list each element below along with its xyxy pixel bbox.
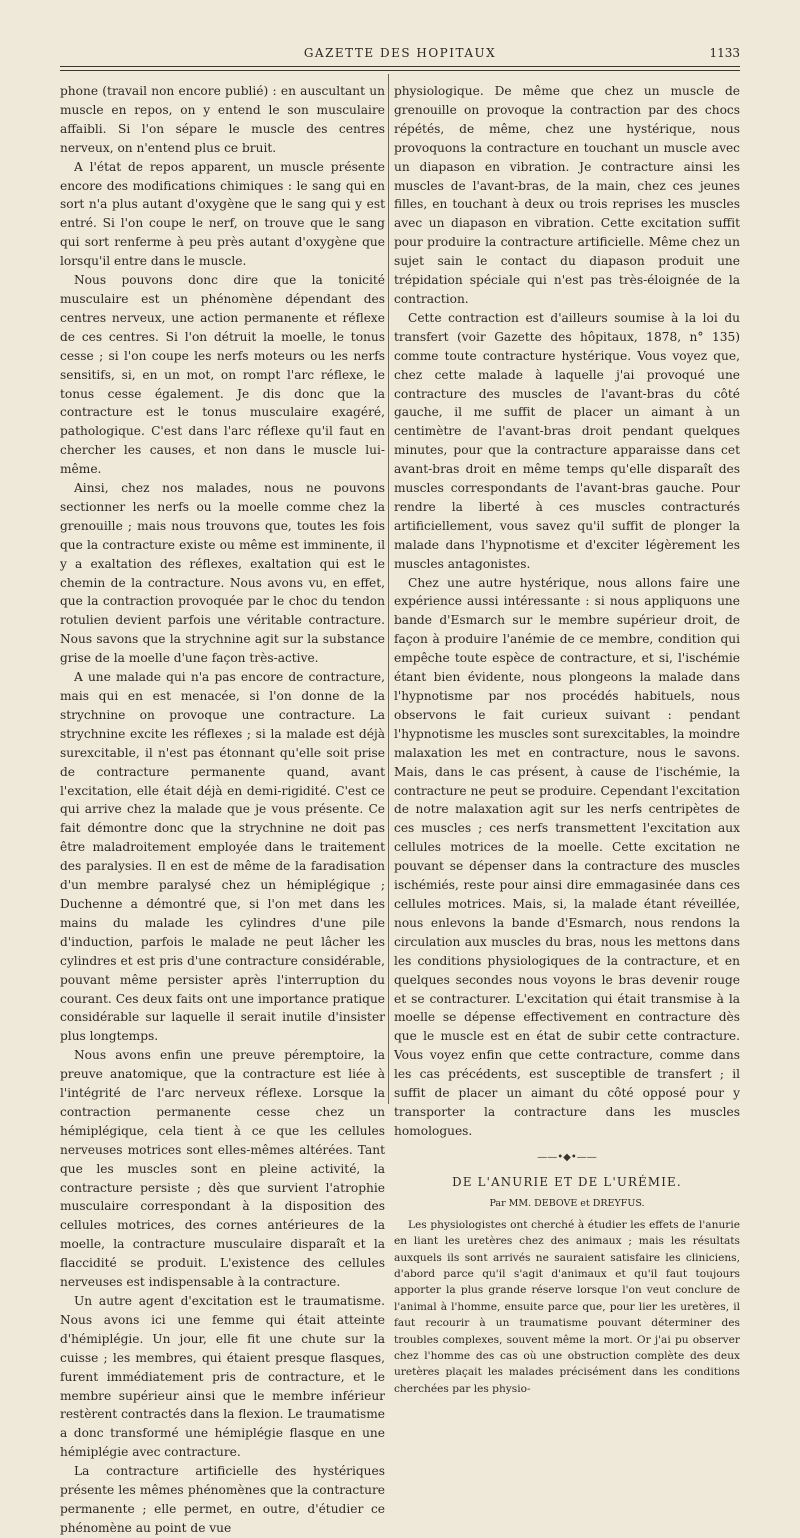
paragraph: Chez une autre hystérique, nous allons faire une expérience aussi intéressante : si nous appliquons une bande d'Esmarch sur le membre supérieur droit, de façon à produire l'anémie de ce membre, condition qui empêche toute espèce de contracture, et si, l'ischémie étant bien évidente, nous plongeons la malade dans l'hypnotisme par nos procédés habituels, nous observons le fait curieux suivant : pendant l'hypnotisme les muscles sont surexcitables, la moindre malaxation les met en contracture, nous le savons. Mais, dans le cas présent, à cause de l'ischémie, la contracture ne peut se produire. Cependant l'excitation de notre malaxation agit sur les nerfs centripètes de ces muscles ; ces nerfs transmettent l'excitation aux cellules motrices de la moelle. Cette excitation ne pouvant se dépenser dans la contracture des muscles ischémiés, reste pour ainsi dire emmagasinée dans ces cellules motrices. Mais, si, la malade étant réveillée, nous enlevons la bande d'Esmarch, nous rendons la circulation aux muscles du bras, nous les mettons dans les conditions physiologiques de la contracture, et en quelques secondes nous voyons le bras devenir rouge et se contracturer. L'excitation qui était transmise à la moelle se dépense effectivement en contracture dès que le muscle est en état de subir cette contracture. Vous voyez enfin que cette contracture, comme dans les cas précédents, est susceptible de transfert ; il suffit de placer un aimant du côté opposé pour y transporter la contracture dans les muscles homologues. — [394, 575, 740, 1138]
paragraph: Ainsi, chez nos malades, nous ne pouvons sectionner les nerfs ou la moelle comme chez la grenouille ; mais nous trouvons que, toutes les fois que la contracture existe ou même est imminente, il y a exaltation des réflexes, exaltation qui est le chemin de la contracture. Nous avons vu, en effet, que la contraction provoquée par le choc du tendon rotulien devient parfois une véritable contracture. Nous savons que la strychnine agit sur la substance grise de la moelle d'une façon très-active. — [60, 481, 385, 666]
running-header — [60, 46, 740, 64]
paragraph: physiologique. De même que chez un muscle de grenouille on provoque la contraction par des chocs répétés, de même, chez une hystérique, nous provoquons la contracture en touchant un muscle avec un diapason en vibration. Je contracture ainsi les muscles de l'avant-bras, de la main, chez ces jeunes filles, en touchant à deux ou trois reprises les muscles avec un diapason en vibration. Cette excitation suffit pour produire la contracture artificielle. Même chez un sujet sain le contact du diapason produit une trépidation spéciale qui n'est pas très-éloignée de la contraction. — [394, 84, 740, 306]
paragraph: La contracture artificielle des hystériques présente les mêmes phénomènes que la contracture permanente ; elle permet, en outre, d'étudier ce phénomène au point de vue — [60, 1464, 385, 1535]
paragraph: A une malade qui n'a pas encore de contracture, mais qui en est menacée, si l'on donne de la strychnine on provoque une contracture. La strychnine excite les réflexes ; si la malade est déjà surexcitable, il n'est pas étonnant qu'elle soit prise de contracture permanente quand, avant l'excitation, elle était déjà en demi-rigidité. C'est ce qui arrive chez la malade que je vous présente. Ce fait démontre donc que la strychnine ne doit pas être maladroitement employée dans le traitement des paralysies. Il en est de même de la faradisation d'un membre paralysé chez un hémiplégique ; Duchenne a démontré que, si l'on met dans les mains du malade les cylindres d'une pile d'induction, parfois le malade ne peut lâcher les cylindres et est pris d'une contracture considérable, pouvant même persister après l'interruption du courant. Ces deux faits ont une importance pratique considérable sur laquelle il serait inutile d'insister plus longtemps. — [60, 670, 385, 1044]
left-column — [60, 82, 385, 1538]
paragraph: Nous pouvons donc dire que la tonicité musculaire est un phénomène dépendant des centres nerveux, une action permanente et réflexe de ces centres. Si l'on détruit la moelle, le tonus cesse ; si l'on coupe les nerfs moteurs ou les nerfs sensitifs, si, en un mot, on rompt l'arc réflexe, le tonus cesse également. Je dis donc que la contracture est le tonus musculaire exagéré, pathologique. C'est dans l'arc réflexe qu'il faut en chercher les causes, et non dans le muscle lui-même. — [60, 273, 385, 477]
section-divider: ——•◆•—— — [537, 1151, 597, 1163]
article-byline: Par MM. DEBOVE et DREYFUS. — [489, 1197, 645, 1209]
paragraph: Nous avons enfin une preuve péremptoire, la preuve anatomique, que la contracture est liée à l'intégrité de l'arc nerveux réflexe. Lorsque la contraction permanente cesse chez un hémiplégique, cela tient à ce que les cellules nerveuses motrices sont elles-mêmes altérées. Tant que les muscles sont en pleine activité, la contracture persiste ; dès que survient l'atrophie musculaire correspondant à la disposition des cellules motrices, des cornes antérieures de la moelle, la contracture musculaire disparaît et la flaccidité se produit. L'existence des cellules nerveuses est indispensable à la contracture. — [60, 1048, 385, 1290]
journal-title: GAZETTE DES HOPITAUX — [303, 46, 497, 60]
paragraph: Un autre agent d'excitation est le traumatisme. Nous avons ici une femme qui était atteinte d'hémiplégie. Un jour, elle fit une chute sur la cuisse ; les membres, qui étaient presque flasques, furent immédiatement pris de contracture, et le membre supérieur ainsi que le membre inférieur restèrent contractés dans la flexion. Le traumatisme a donc transformé une hémiplégie flasque en une hémiplégie avec contracture. — [60, 1294, 385, 1460]
page-number: 1133 — [709, 46, 740, 60]
header-rule-thick — [60, 66, 740, 67]
paragraph: A l'état de repos apparent, un muscle présente encore des modifications chimiques : le sang qui en sort n'a plus autant d'oxygène que le sang qui y est entré. Si l'on coupe le nerf, on trouve que le sang qui sort renferme à peu près autant d'oxygène que lorsqu'il entre dans le muscle. — [60, 159, 385, 269]
paragraph: Cette contraction est d'ailleurs soumise à la loi du transfert (voir Gazette des hôpitaux, 1878, n° 135) comme toute contracture hystérique. Vous voyez que, chez cette malade à laquelle j'ai provoqué une contracture des muscles de l'avant-bras du côté gauche, il me suffit de placer un aimant à un centimètre de l'avant-bras droit pendant quelques minutes, pour que la contracture apparaisse dans cet avant-bras droit en même temps qu'elle disparaît des muscles correspondants de l'avant-bras gauche. Pour rendre la liberté à ces muscles contracturés artificiellement, vous savez qu'il suffit de plonger la malade dans l'hypnotisme et d'exciter légèrement les muscles antagonistes. — [394, 310, 740, 571]
header-rule-thin — [60, 70, 740, 71]
article-title: DE L'ANURIE ET DE L'URÉMIE. — [452, 1174, 682, 1189]
article-paragraph: Les physiologistes ont cherché à étudier les effets de l'anurie en liant les uretères chez des animaux ; mais les résultats auxquels ils sont arrivés ne sauraient satisfaire les cliniciens, d'abord parce qu'il s'agit d'animaux et qu'il faut toujours apporter la plus grande réserve lorsque l'on veut conclure de l'animal à l'homme, ensuite parce que, pour lier les uretères, il faut recourir à un traumatisme pouvant déterminer des troubles complexes, souvent même la mort. Or j'ai pu observer chez l'homme des cas où une obstruction complète des deux uretères plaçait les malades précisément dans les conditions cherchées par les physio- — [394, 1218, 740, 1395]
column-separator — [388, 74, 389, 1104]
paragraph: phone (travail non encore publié) : en auscultant un muscle en repos, on y entend le son musculaire affaibli. Si l'on sépare le muscle des centres nerveux, on n'entend plus ce bruit. — [60, 84, 385, 155]
right-column — [394, 82, 740, 1397]
